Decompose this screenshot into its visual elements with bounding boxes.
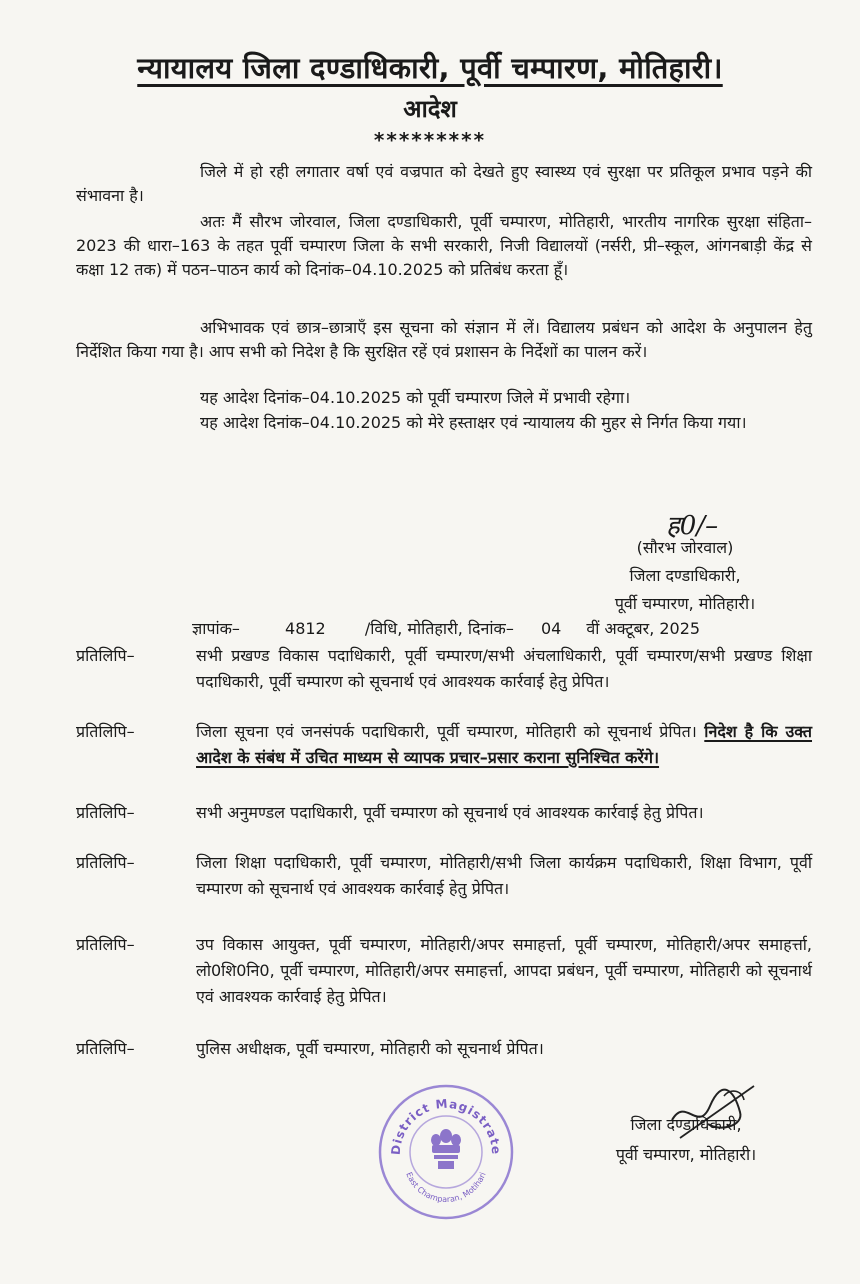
copy-item xyxy=(76,643,816,723)
paragraph-4: यह आदेश दिनांक–04.10.2025 को पूर्वी चम्पारण जिले में प्रभावी रहेगा। xyxy=(200,388,631,407)
memo-date: वीं अक्टूबर, 2025 xyxy=(586,619,701,638)
court-title: न्यायालय जिला दण्डाधिकारी, पूर्वी चम्पारण, मोतिहारी। xyxy=(137,51,723,85)
paragraph-2: अतः मैं सौरभ जोरवाल, जिला दण्डाधिकारी, पूर्वी चम्पारण, मोतिहारी, भारतीय नागरिक सुरक्षा संहिता–2023 की धारा–163 के तहत पूर्वी चम्पारण जिला के सभी सरकारी, निजी विद्यालयों (नर्सरी, प्री–स्कूल, आंगनबाड़ी केंद्र से कक्षा 12 तक) में पठन–पाठन कार्य को दिनांक–04.10.2025 को प्रतिबंध करता हूँ। xyxy=(76,212,812,279)
paragraph-3: अभिभावक एवं छात्र–छात्राएँ इस सूचना को संज्ञान में लें। विद्यालय प्रबंधन को आदेश के अनुपालन हेतु निर्देशित किया गया है। आप सभी को निदेश है कि सुरक्षित रहें एवं प्रशासन के निर्देशों का पालन करें। xyxy=(76,318,812,361)
separator: ********* xyxy=(373,128,487,152)
copy-item xyxy=(76,1036,816,1066)
copy-text: उप विकास आयुक्त, पूर्वी चम्पारण, मोतिहारी/अपर समाहर्त्ता, पूर्वी चम्पारण, मोतिहारी/अपर समाहर्त्ता, लो0शि0नि0, पूर्वी चम्पारण, मोतिहारी/अपर समाहर्त्ता, आपदा प्रबंधन, पूर्वी चम्पारण, मोतिहारी को सूचनार्थ एवं आवश्यक कार्रवाई हेतु प्रेपित। xyxy=(196,935,812,1006)
signature-mark: ह0/– xyxy=(666,511,719,541)
footer-designation: जिला दण्डाधिकारी, xyxy=(630,1115,742,1134)
footer-location: पूर्वी चम्पारण, मोतिहारी। xyxy=(615,1145,757,1164)
copy-item xyxy=(76,932,816,1038)
copy-label: प्रतिलिपि– xyxy=(76,646,135,665)
signature-block xyxy=(560,534,810,618)
district-magistrate-seal xyxy=(376,1082,516,1222)
copy-label: प्रतिलिपि– xyxy=(76,1039,135,1058)
memo-number: 4812 xyxy=(285,619,326,638)
memo-reference xyxy=(192,617,812,641)
copy-text-with-emphasis xyxy=(196,719,812,771)
seal-top-text: District Magistrate xyxy=(388,1096,504,1156)
publicity-directive: निदेश है कि उक्त आदेश के संबंध में उचित माध्यम से व्यापक प्रचार–प्रसार कराना सुनिश्चित करेंगे। xyxy=(196,722,813,767)
paragraph-1: जिले में हो रही लगातार वर्षा एवं वज्रपात को देखते हुए स्वास्थ्य एवं सुरक्षा पर प्रतिकूल प्रभाव पड़ने की संभावना है। xyxy=(76,162,812,205)
memo-label: ज्ञापांक– xyxy=(192,619,240,638)
copy-text: जिला शिक्षा पदाधिकारी, पूर्वी चम्पारण, मोतिहारी/सभी जिला कार्यक्रम पदाधिकारी, शिक्षा विभाग, पूर्वी चम्पारण को सूचनार्थ एवं आवश्यक कार्रवाई हेतु प्रेपित। xyxy=(196,853,812,898)
copy-label: प्रतिलिपि– xyxy=(76,935,135,954)
copy-label: प्रतिलिपि– xyxy=(76,722,135,741)
signatory-name: (सौरभ जोरवाल) xyxy=(636,538,734,557)
signatory-designation: जिला दण्डाधिकारी, xyxy=(629,566,741,585)
seal-bottom-text: East Champaran, Motihari xyxy=(404,1170,488,1205)
copy-text: पुलिस अधीक्षक, पूर्वी चम्पारण, मोतिहारी को सूचनार्थ प्रेपित। xyxy=(196,1039,544,1058)
copy-label: प्रतिलिपि– xyxy=(76,853,135,872)
copy-item xyxy=(76,850,816,930)
paragraph-5: यह आदेश दिनांक–04.10.2025 को मेरे हस्ताक्षर एवं न्यायालय की मुहर से निर्गत किया गया। xyxy=(200,413,747,432)
copy-item xyxy=(76,800,816,854)
emblem-icon xyxy=(431,1129,461,1169)
copy-text: सभी अनुमण्डल पदाधिकारी, पूर्वी चम्पारण को सूचनार्थ एवं आवश्यक कार्रवाई हेतु प्रेपित। xyxy=(196,803,704,822)
memo-section: /विधि, मोतिहारी, दिनांक– xyxy=(364,619,514,638)
footer-signature-block xyxy=(586,1110,786,1170)
copy-label: प्रतिलिपि– xyxy=(76,803,135,822)
order-heading: आदेश xyxy=(403,95,457,123)
copy-text: जिला सूचना एवं जनसंपर्क पदाधिकारी, पूर्वी चम्पारण, मोतिहारी को सूचनार्थ प्रेपित। xyxy=(196,722,697,741)
memo-day: 04 xyxy=(540,619,562,638)
copy-item xyxy=(76,719,816,799)
signatory-location: पूर्वी चम्पारण, मोतिहारी। xyxy=(614,594,756,613)
copy-text: सभी प्रखण्ड विकास पदाधिकारी, पूर्वी चम्पारण/सभी अंचलाधिकारी, पूर्वी चम्पारण/सभी प्रखण्ड शिक्षा पदाधिकारी, पूर्वी चम्पारण को सूचनार्थ एवं आवश्यक कार्रवाई हेतु प्रेपित। xyxy=(196,646,812,691)
